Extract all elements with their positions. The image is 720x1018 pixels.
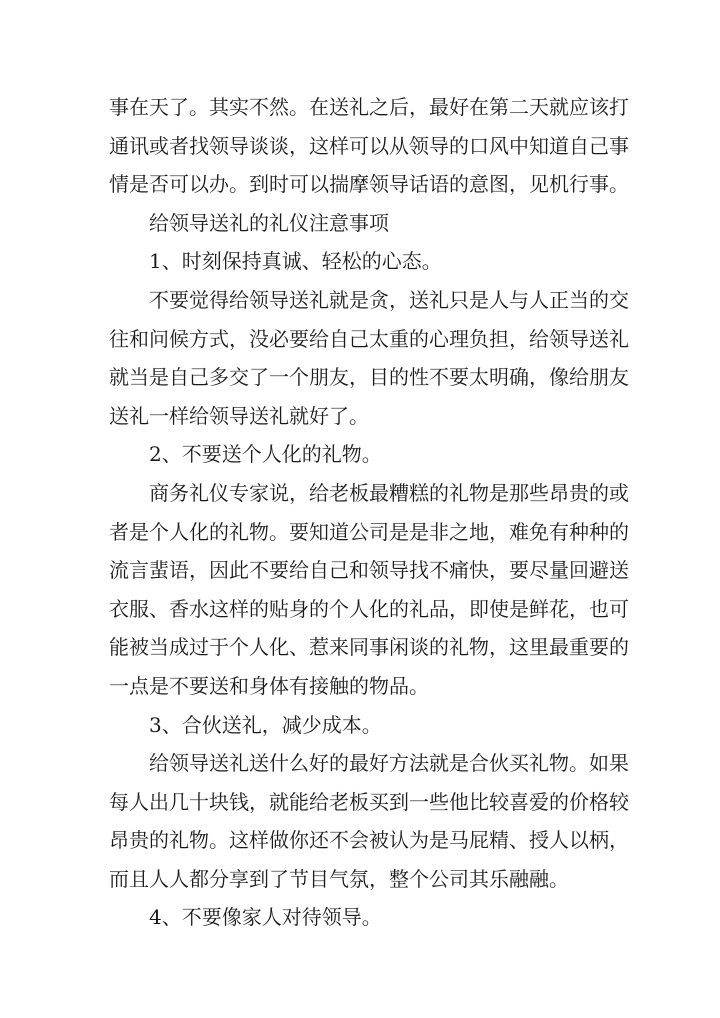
item-heading-text: 3、合伙送礼，减少成本。 [149,712,382,737]
text-line: 昂贵的礼物。这样做你还不会被认为是马屁精、授人以柄， [109,828,629,853]
item-body-2 [109,474,629,706]
item-heading-text: 4、不要像家人对待领导。 [149,905,382,930]
paragraph-continuation [109,88,629,204]
section-heading [109,204,613,243]
text-line: 通讯或者找领导谈谈，这样可以从领导的口风中知道自己事 [109,133,629,158]
text-line: 不要觉得给领导送礼就是贪，送礼只是人与人正当的交 [149,287,629,312]
text-line: 能被当成过于个人化、惹来同事闲谈的礼物，这里最重要的 [109,635,629,660]
document-body [109,88,629,937]
text-line: 商务礼仪专家说，给老板最糟糕的礼物是那些昂贵的或 [149,480,629,505]
text-line: 给领导送礼送什么好的最好方法就是合伙买礼物。如果 [149,751,629,776]
item-heading-3 [109,706,613,745]
text-line: 就当是自己多交了一个朋友，目的性不要太明确，像给朋友 [109,365,629,390]
text-line: 情是否可以办。到时可以揣摩领导话语的意图，见机行事。 [109,172,629,197]
item-heading-1 [109,242,613,281]
text-line: 者是个人化的礼物。要知道公司是是非之地，难免有种种的 [109,519,629,544]
text-line: 衣服、香水这样的贴身的个人化的礼品，即使是鲜花，也可 [109,596,629,621]
text-line: 流言蜚语，因此不要给自己和领导找不痛快，要尽量回避送 [109,558,629,583]
text-line: 而且人人都分享到了节目气氛，整个公司其乐融融。 [109,866,569,891]
item-heading-text: 2、不要送个人化的礼物。 [149,442,382,467]
text-line: 往和问候方式，没必要给自己太重的心理负担，给领导送礼 [109,326,629,351]
text-line: 每人出几十块钱，就能给老板买到一些他比较喜爱的价格较 [109,789,629,814]
text-line: 事在天了。其实不然。在送礼之后，最好在第二天就应该打 [109,95,629,119]
item-body-3 [109,744,629,898]
item-heading-4 [109,898,613,937]
item-heading-text: 1、时刻保持真诚、轻松的心态。 [149,249,442,274]
item-heading-2 [109,435,613,474]
heading-text: 给领导送礼的礼仪注意事项 [149,210,389,235]
text-line: 一点是不要送和身体有接触的物品。 [109,673,429,698]
text-line: 送礼一样给领导送礼就好了。 [109,403,369,428]
item-body-1 [109,281,629,435]
